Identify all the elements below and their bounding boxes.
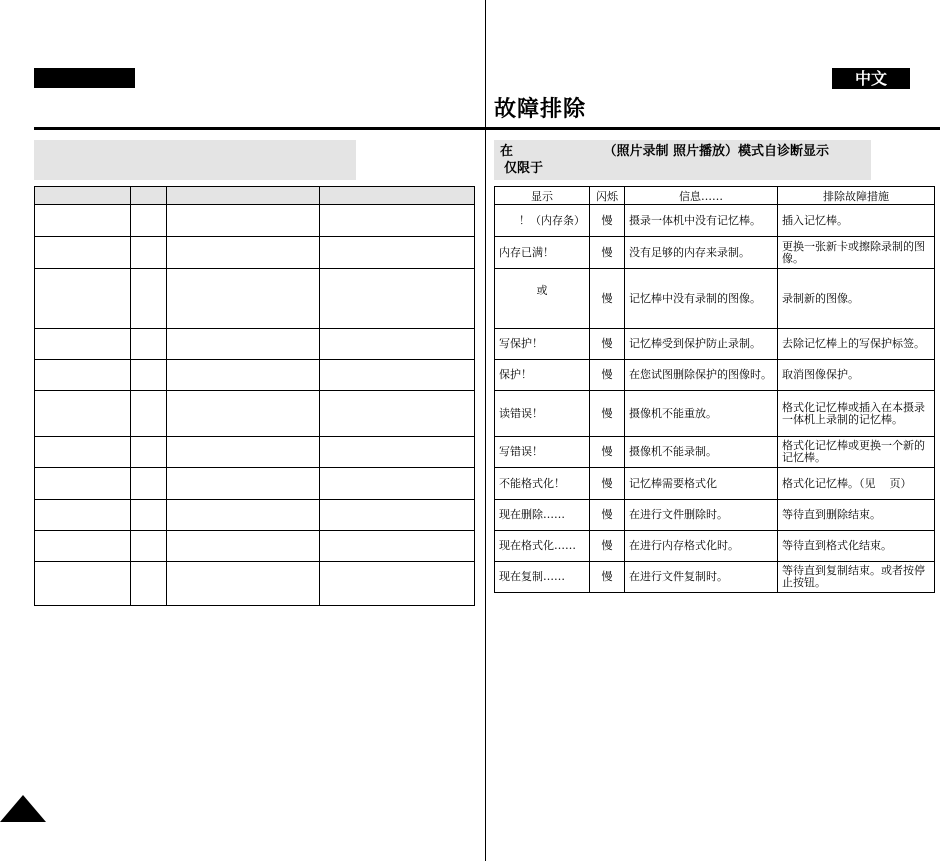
table-row [495, 500, 935, 531]
troubleshooting-table [494, 186, 935, 593]
right-heading-line2: 仅限于 [504, 161, 544, 176]
cell-message: 记忆棒受到保护防止录制。 [625, 329, 778, 360]
cell-remedy: 等待直到格式化结束。 [778, 531, 935, 562]
cell-display-text: 或 [536, 284, 548, 297]
table-row [495, 205, 935, 237]
cell-message: 在进行文件删除时。 [625, 500, 778, 531]
header-message: 信息…… [625, 187, 778, 205]
cell-blink: 慢 [590, 269, 625, 329]
header-remedy: 排除故障措施 [778, 187, 935, 205]
cell-message: 在进行内存格式化时。 [625, 531, 778, 562]
table-row [495, 237, 935, 269]
cell-display: 内存已满！ [495, 237, 590, 269]
table-row [35, 237, 475, 269]
title-rule [34, 127, 940, 130]
cell-display: 现在复制…… [495, 562, 590, 593]
cell-display: 写错误！ [495, 437, 590, 468]
cell-display: 读错误！ [495, 391, 590, 437]
right-section-heading [494, 140, 871, 180]
cell-remedy: 格式化记忆棒或更换一个新的记忆棒。 [778, 437, 935, 468]
table-row [35, 531, 475, 562]
cell-blink: 慢 [590, 562, 625, 593]
page-title: 故障排除 [494, 97, 587, 122]
cell-blink: 慢 [590, 437, 625, 468]
cell-remedy: 等待直到删除结束。 [778, 500, 935, 531]
cell-blink: 慢 [590, 500, 625, 531]
cell-display: 现在格式化…… [495, 531, 590, 562]
table-row [495, 269, 935, 329]
cell-message: 记忆棒中没有录制的图像。 [625, 269, 778, 329]
cell-blink: 慢 [590, 468, 625, 500]
table-row [495, 531, 935, 562]
cell-message: 摄像机不能录制。 [625, 437, 778, 468]
cell-message: 摄像机不能重放。 [625, 391, 778, 437]
cell-blink: 慢 [590, 391, 625, 437]
table-row [35, 500, 475, 531]
left-table-header [35, 187, 475, 205]
table-row [495, 391, 935, 437]
table-row [35, 391, 475, 437]
table-row [495, 360, 935, 391]
cell-message: 在进行文件复制时。 [625, 562, 778, 593]
cell-blink: 慢 [590, 531, 625, 562]
cell-blink: 慢 [590, 237, 625, 269]
header-display: 显示 [495, 187, 590, 205]
table-row [35, 329, 475, 360]
cell-display [495, 269, 590, 329]
table-row [35, 437, 475, 468]
cell-remedy: 更换一张新卡或擦除录制的图像。 [778, 237, 935, 269]
cell-remedy: 录制新的图像。 [778, 269, 935, 329]
cell-remedy: 格式化记忆棒。（见 页） [778, 468, 935, 500]
cell-message: 摄录一体机中没有记忆棒。 [625, 205, 778, 237]
cell-display: 不能格式化！ [495, 468, 590, 500]
cell-blink: 慢 [590, 329, 625, 360]
page-corner-triangle-icon [0, 795, 46, 822]
header-blink: 闪烁 [590, 187, 625, 205]
cell-remedy: 取消图像保护。 [778, 360, 935, 391]
cell-remedy: 插入记忆棒。 [778, 205, 935, 237]
cell-blink: 慢 [590, 205, 625, 237]
cell-remedy: 等待直到复制结束。或者按停止按钮。 [778, 562, 935, 593]
cell-display: 写保护！ [495, 329, 590, 360]
table-row [35, 468, 475, 500]
table-row [495, 468, 935, 500]
table-row [35, 269, 475, 329]
cell-message: 没有足够的内存来录制。 [625, 237, 778, 269]
cell-blink: 慢 [590, 360, 625, 391]
left-section-heading-box [34, 140, 356, 180]
cell-display: ！（内存条） [495, 205, 590, 237]
language-tab-left [34, 68, 135, 88]
cell-remedy: 去除记忆棒上的写保护标签。 [778, 329, 935, 360]
cell-remedy: 格式化记忆棒或插入在本摄录一体机上录制的记忆棒。 [778, 391, 935, 437]
cell-message: 记忆棒需要格式化 [625, 468, 778, 500]
cell-display: 现在删除…… [495, 500, 590, 531]
table-row [495, 329, 935, 360]
left-table [34, 186, 475, 606]
table-row [35, 205, 475, 237]
right-heading-line1: 在 （照片录制 照片播放）模式自诊断显示 [500, 144, 830, 159]
table-header-row [495, 187, 935, 205]
language-tab-chinese: 中文 [832, 68, 910, 89]
table-row [35, 360, 475, 391]
table-row [495, 562, 935, 593]
table-row [35, 562, 475, 606]
table-row [495, 437, 935, 468]
cell-message: 在您试图删除保护的图像时。 [625, 360, 778, 391]
cell-display: 保护！ [495, 360, 590, 391]
